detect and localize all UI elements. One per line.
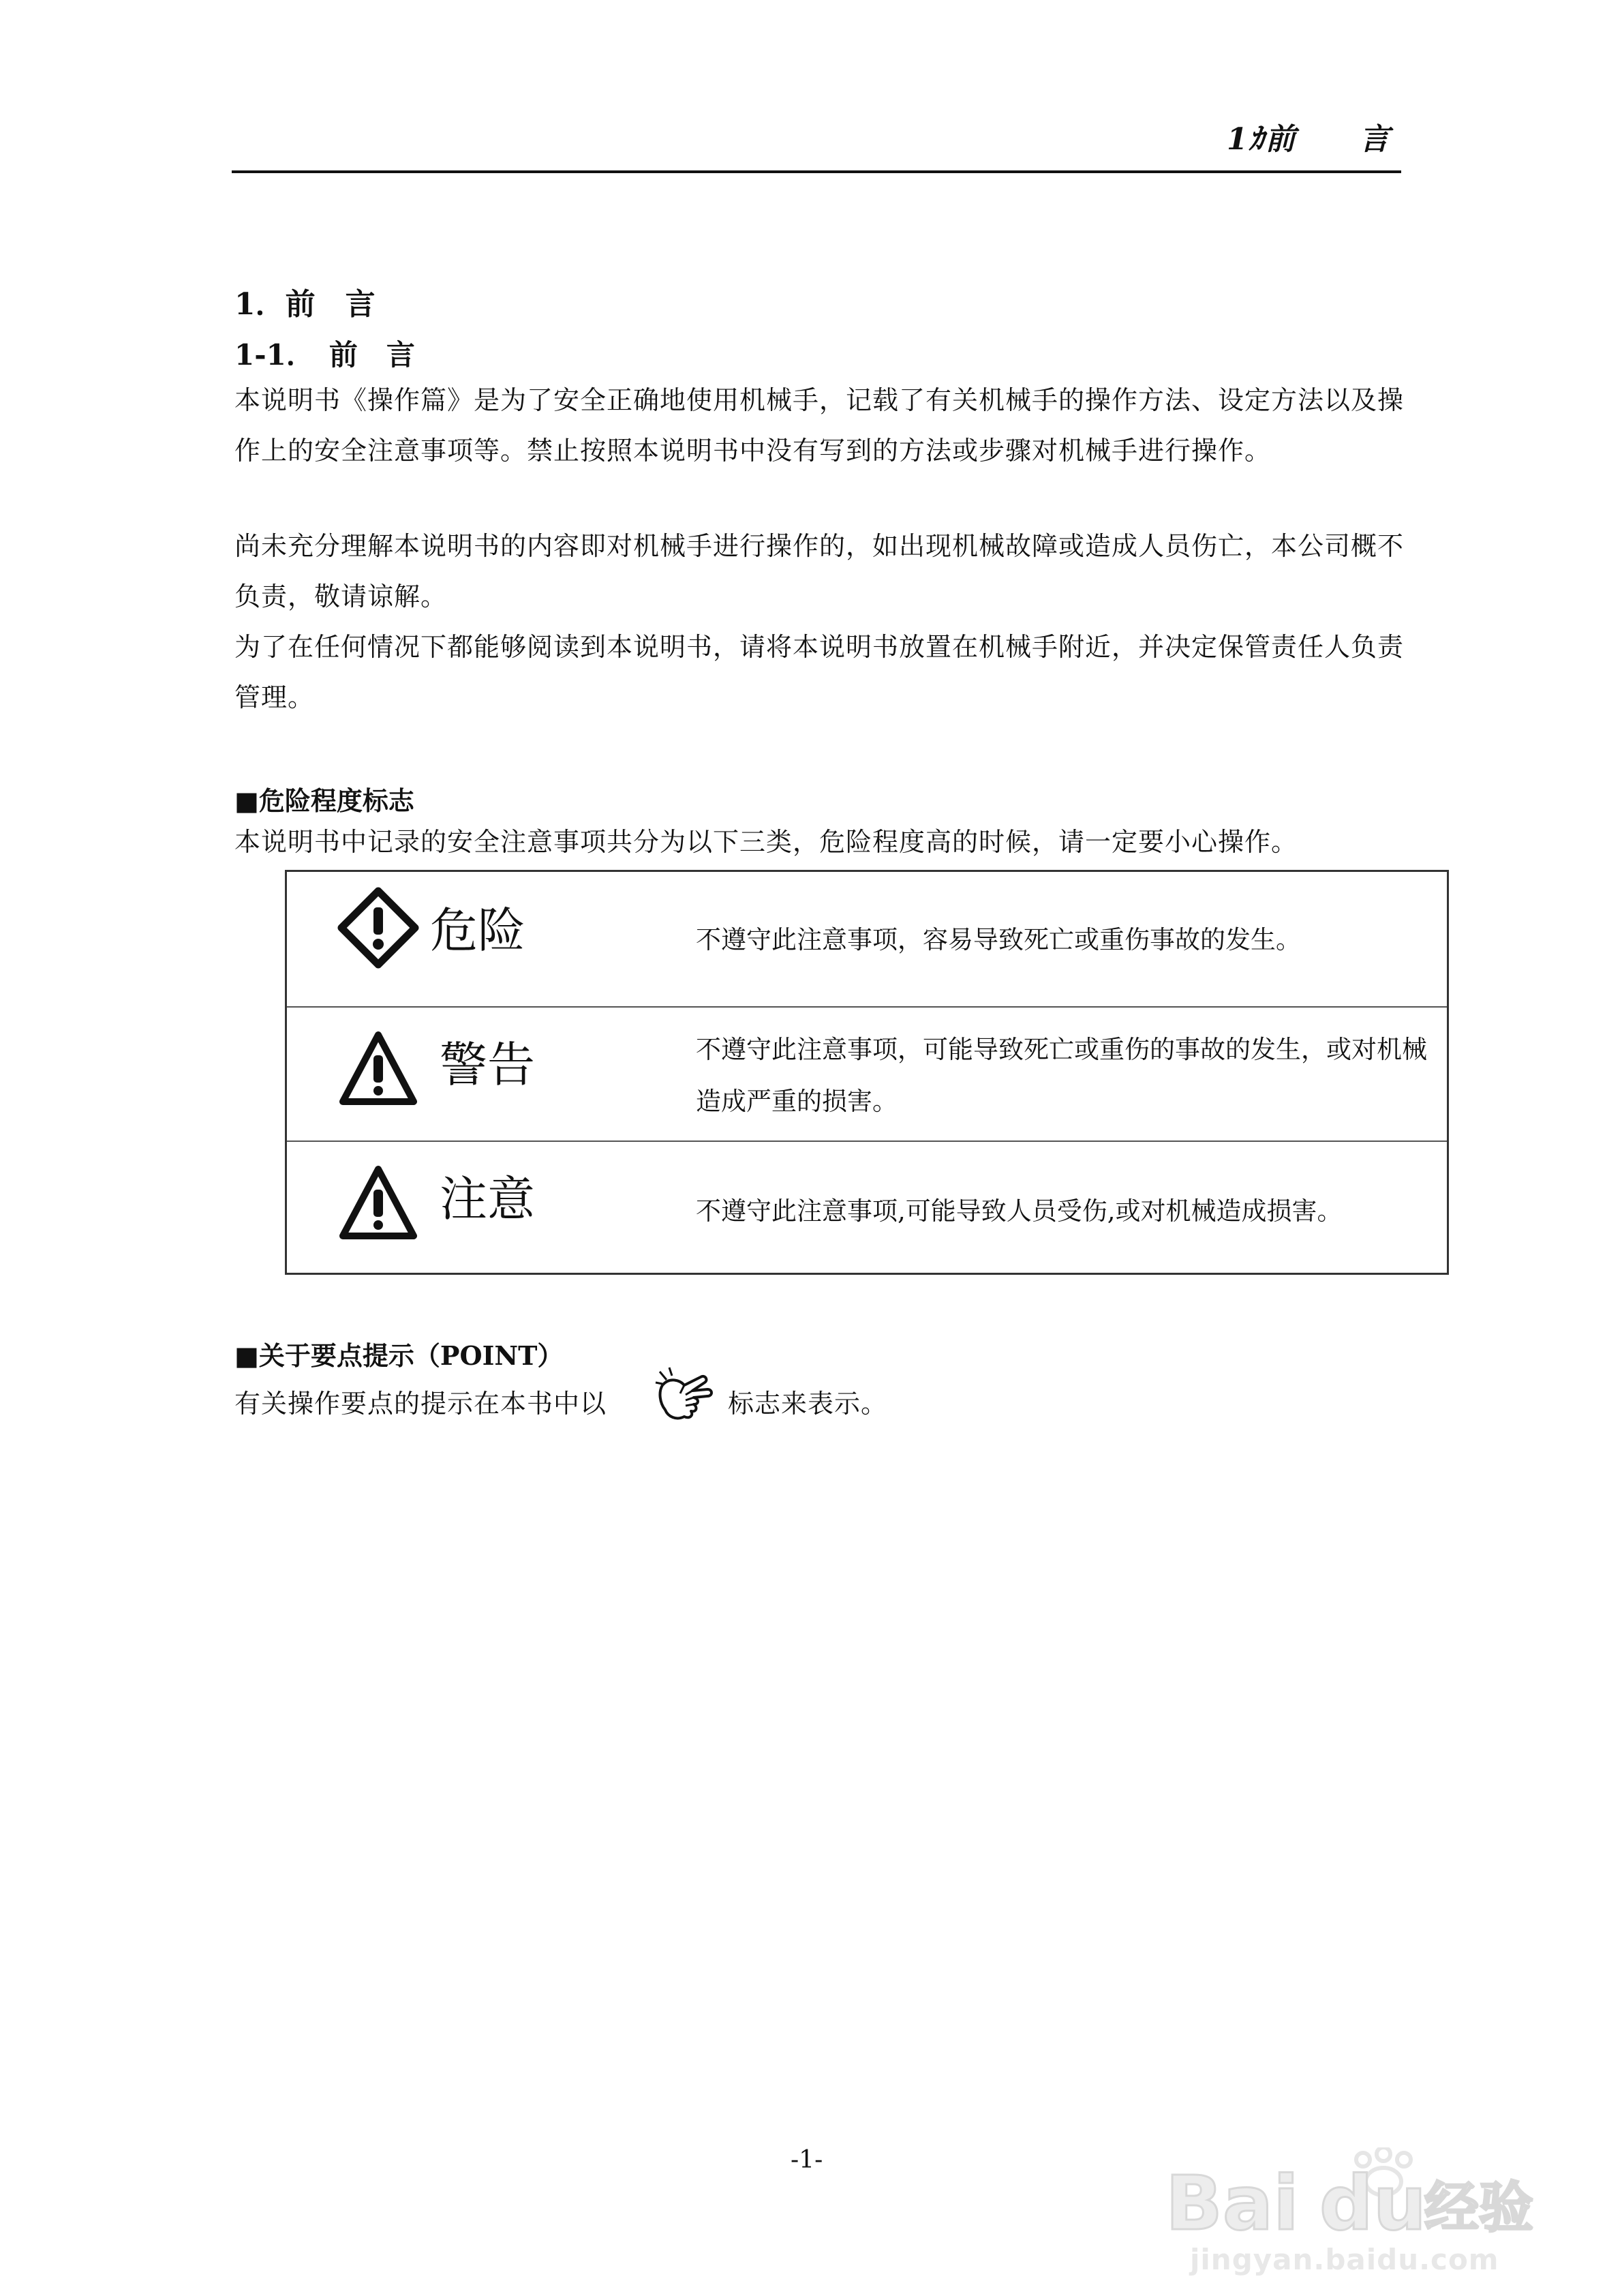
hazard-label-caution: 注意 [440,1171,535,1227]
hazard-row-caution [287,1141,1447,1275]
hazard-row-danger [287,872,1447,1007]
hazard-section-title: ■危险程度标志 [234,785,414,816]
point-section-title: ■关于要点提示（POINT） [234,1340,564,1371]
header-title: 1ｶ前 言 [1227,122,1391,157]
section-heading: 1-1． 前 言 [234,338,415,372]
hazard-desc-warning: 不遵守此注意事项，可能导致死亡或重伤的事故的发生，或对机械造成严重的损害。 [696,1035,1427,1116]
intro-paragraph-1: 本说明书《操作篇》是为了安全正确地使用机械手，记载了有关机械手的操作方法、设定方法以及操作上的安全注意事项等。禁止按照本说明书中没有写到的方法或步骤对机械手进行操作。 [234,385,1405,466]
baidu-watermark-logo [1159,2147,1540,2243]
hazard-desc-danger: 不遵守此注意事项，容易导致死亡或重伤事故的发生。 [696,925,1301,954]
danger-diamond-icon [337,887,419,969]
hazard-label-warning: 警告 [440,1037,535,1093]
watermark-url: jingyan.baidu.com [1190,2243,1499,2276]
svg-text:du: du [1319,2160,1427,2243]
page-number: -1- [791,2146,823,2174]
hazard-section-intro: 本说明书中记录的安全注意事项共分为以下三类，危险程度高的时候，请一定要小心操作。 [234,827,1298,857]
intro-paragraph-2: 尚未充分理解本说明书的内容即对机械手进行操作的，如出现机械故障或造成人员伤亡，本公司概不负责，敬请谅解。 [234,531,1405,611]
intro-paragraph-3: 为了在任何情况下都能够阅读到本说明书，请将本说明书放置在机械手附近，并决定保管责任人负责管理。 [234,632,1405,712]
point-section-text-before: 有关操作要点的提示在本书中以 [234,1389,607,1419]
svg-text:经验: 经验 [1424,2176,1533,2239]
hazard-row-warning [287,1006,1447,1141]
hazard-desc-caution: 不遵守此注意事项,可能导致人员受伤,或对机械造成损害。 [696,1196,1343,1226]
header-divider [232,170,1401,173]
point-section-text-after: 标志来表示。 [728,1389,888,1419]
hazard-label-danger: 危险 [430,903,525,958]
caution-triangle-icon [337,1162,419,1244]
pointing-hand-icon [653,1362,721,1430]
hazard-level-table [285,870,1449,1275]
svg-text:Bai: Bai [1165,2160,1299,2243]
warning-triangle-icon [337,1028,419,1110]
chapter-heading: 1．前 言 [234,287,376,322]
